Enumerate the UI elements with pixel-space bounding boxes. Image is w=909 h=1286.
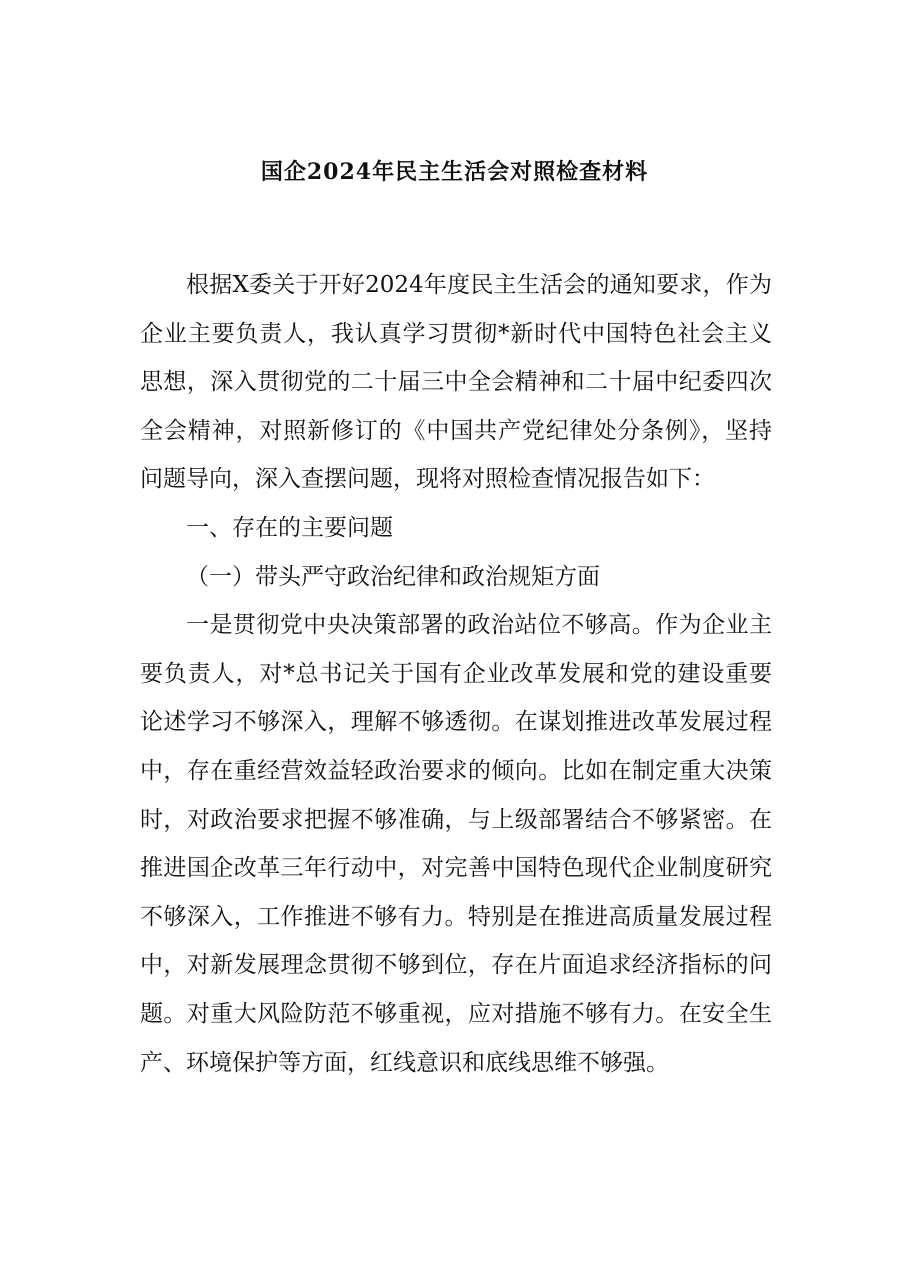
intro-paragraph: 根据X委关于开好2024年度民主生活会的通知要求，作为企业主要负责人，我认真学习贯彻*新时代中国特色社会主义思想，深入贯彻党的二十届三中全会精神和二十届中纪委四次全会精神，对照新修订的《中国共产党纪律处分条例》，坚持问题导向，深入查摆问题，现将对照检查情况报告如下： bbox=[140, 272, 772, 493]
point-paragraph: 一是贯彻党中央决策部署的政治站位不够高。作为企业主要负责人，对*总书记关于国有企业改革发展和党的建设重要论述学习不够深入，理解不够透彻。在谋划推进改革发展过程中，存在重经营效益轻政治要求的倾向。比如在制定重大决策时，对政治要求把握不够准确，与上级部署结合不够紧密。在推进国企改革三年行动中，对完善中国特色现代企业制度研究不够深入，工作推进不够有力。特别是在推进高质量发展过程中，对新发展理念贯彻不够到位，存在片面追求经济指标的问题。对重大风险防范不够重视，应对措施不够有力。在安全生产、环境保护等方面，红线意识和底线思维不够强。 bbox=[140, 612, 772, 1076]
document-title: 国企2024年民主生活会对照检查材料 bbox=[260, 159, 649, 185]
subsection-heading: （一）带头严守政治纪律和政治规矩方面 bbox=[186, 563, 600, 590]
section-heading: 一、存在的主要问题 bbox=[186, 514, 393, 541]
document-body bbox=[140, 261, 772, 1087]
